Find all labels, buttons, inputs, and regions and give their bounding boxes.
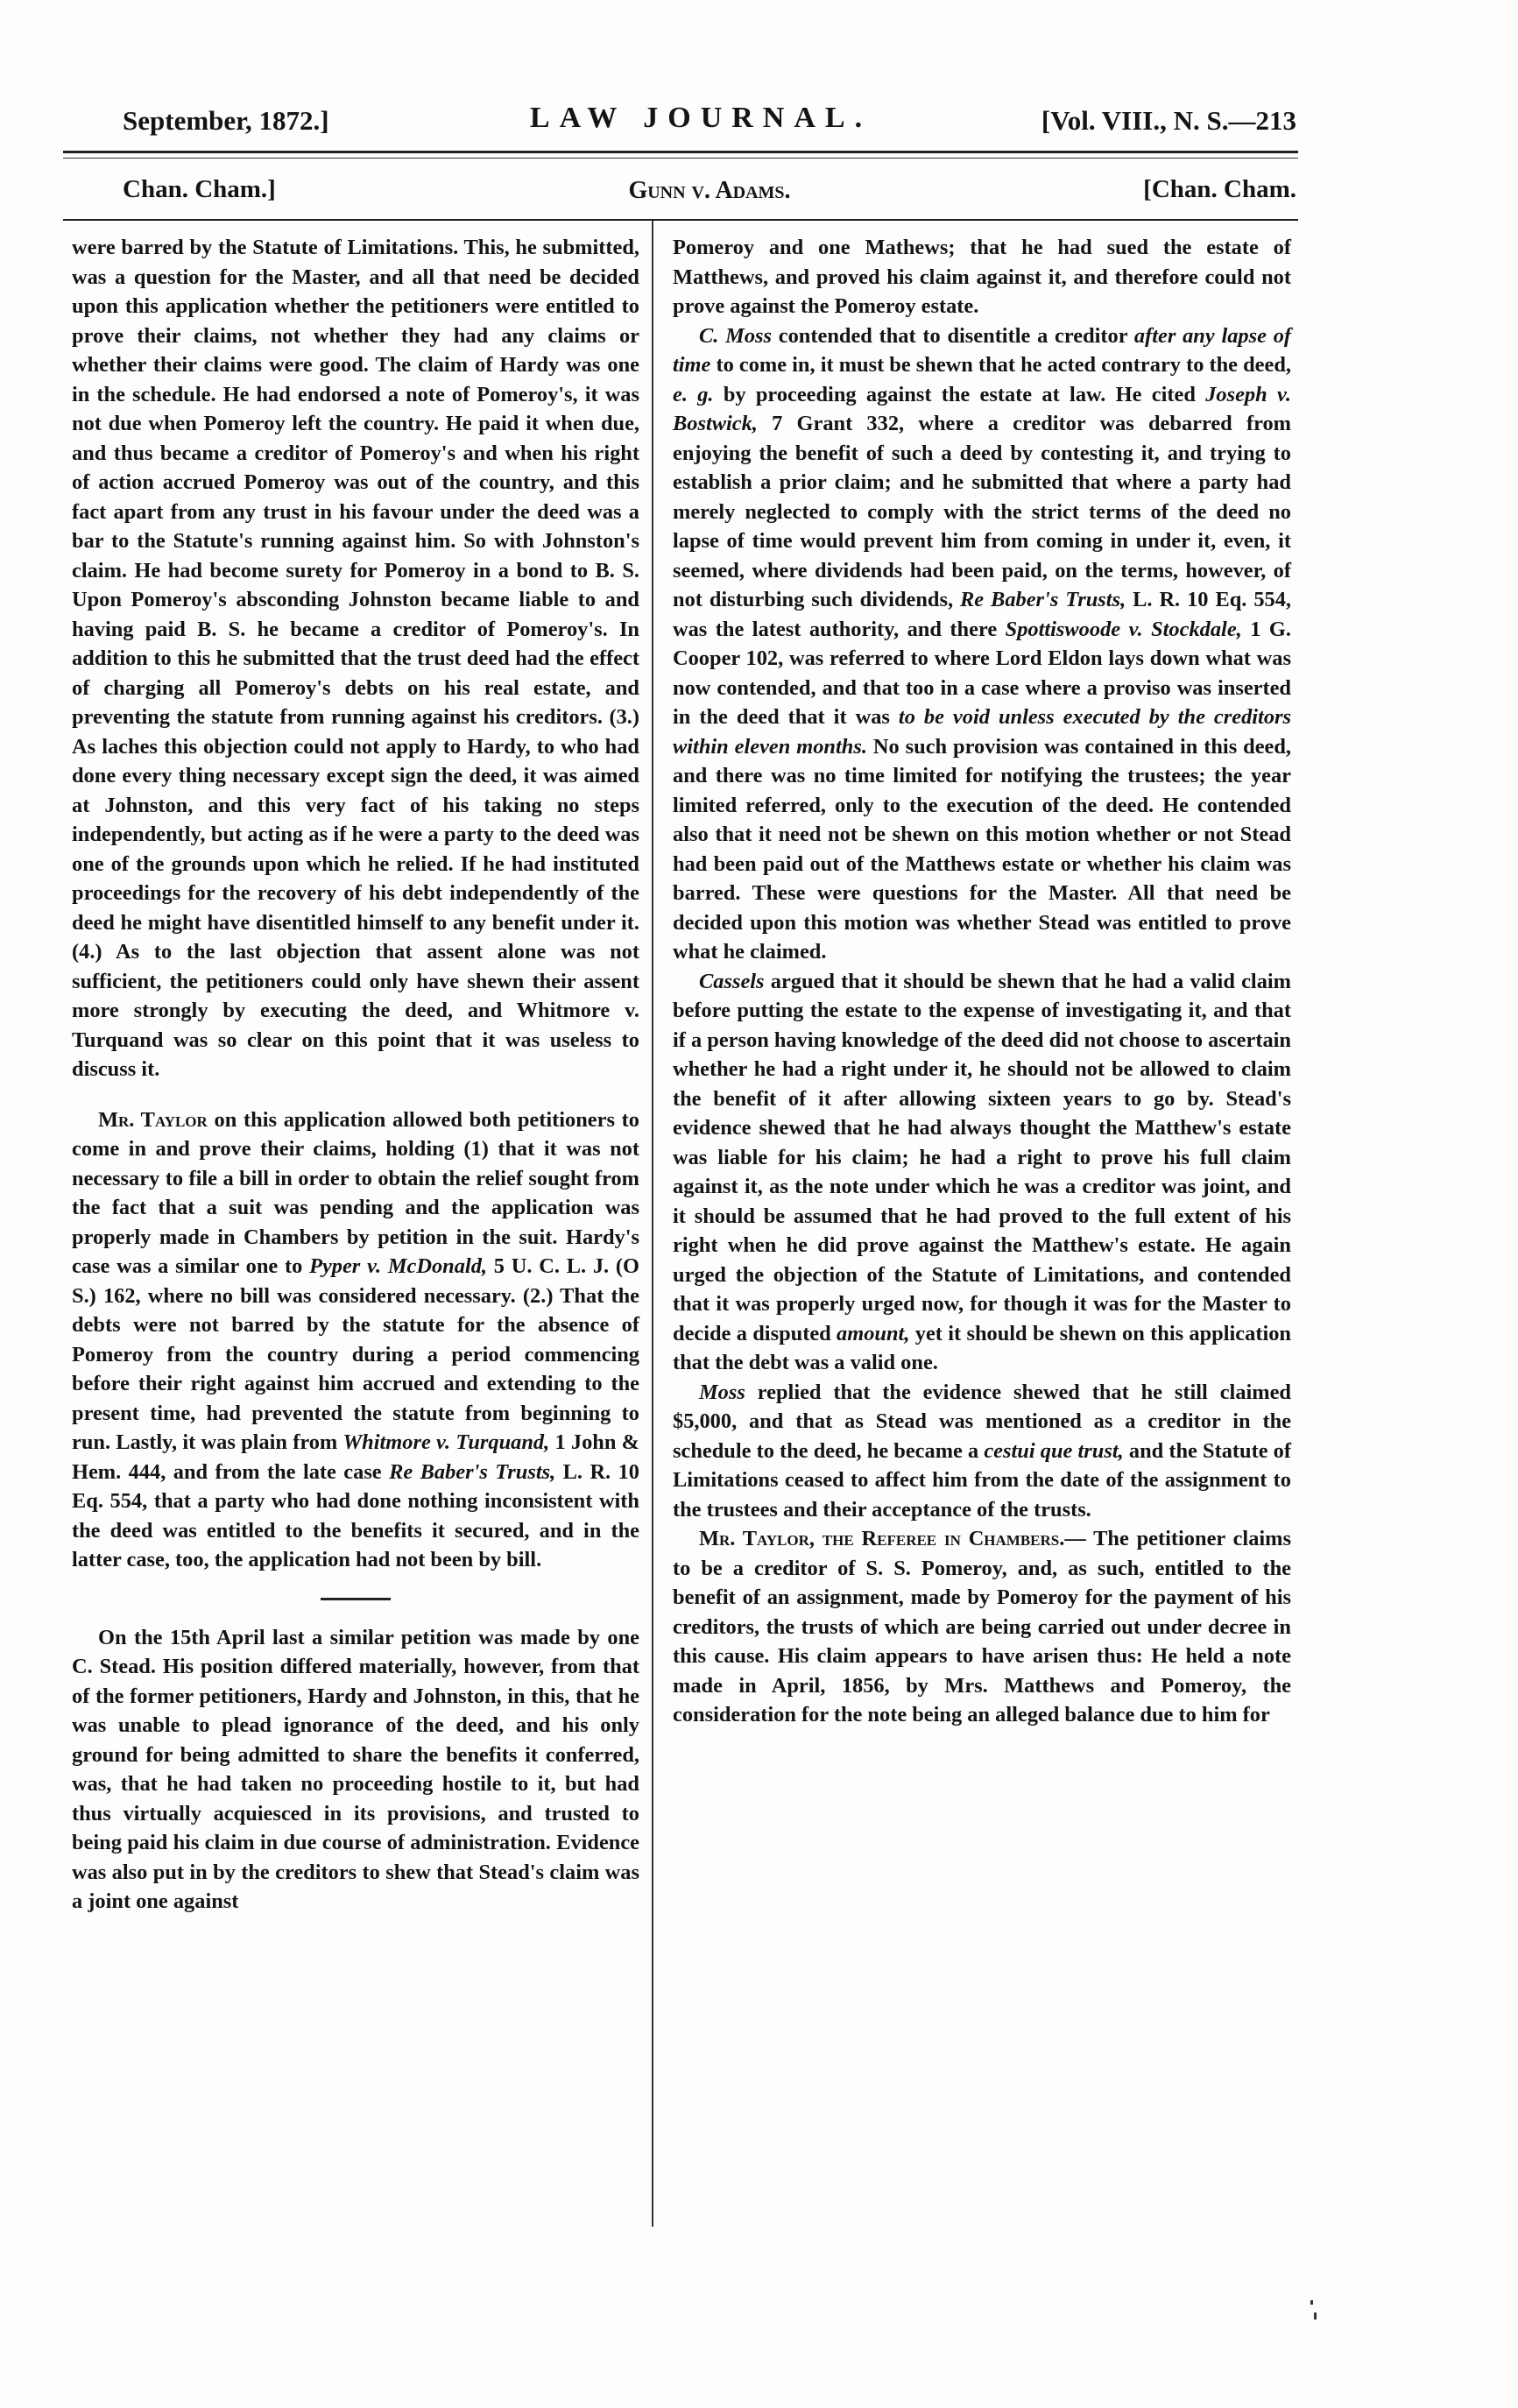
left-paragraph-1: were barred by the Statute of Limitations. This, he submitted, was a question for the Master, and all that need be decided upon this application whether the petitioners were entitled to prove their claims, not whether they had any claims or whether their claims were good. The claim of Hardy was one in the schedule. He had endorsed a note of Pomeroy's, it was not due when Pomeroy left the country. He paid it when due, and thus became a creditor of Pomeroy's and when his right of action accrued Pomeroy was out of the country, and this fact apart from any trust in his favour under the deed was a bar to the Statute's running against him. So with Johnston's claim. He had become surety for Pomeroy in a bond to B. S. Upon Pomeroy's absconding Johnston became liable to and having paid B. S. he became a creditor of Pomeroy's. In addition to this he submitted that the trust deed had the effect of charging all Pomeroy's debts on his real estate, and preventing the statute from running against his creditors. (3.) As laches this objection could not apply to Hardy, to who had done every thing necessary except sign the deed, it was aimed at Johnston, and this very fact of his taking no steps independently, but acting as if he were a party to the deed was one of the grounds upon which he relied. If he had instituted proceedings for the recovery of his debt independently of the deed he might have disentitled himself to any benefit under it. (4.) As to the last objection that assent alone was not sufficient, the petitioners could only have shewn their assent more strongly by executing the deed, and Whitmore v. Turquand was so clear on this point that it was useless to discuss it. <box>72 236 639 1081</box>
header-rule-thin <box>63 158 1298 159</box>
speaker-name: Mr. Taylor, the Referee in Chambers.— <box>699 1527 1086 1550</box>
journal-title: LAW JOURNAL. <box>529 102 872 134</box>
print-speck <box>1310 2300 1313 2305</box>
case-title: Gunn v. Adams. <box>628 177 791 204</box>
header-rule-thick <box>63 151 1298 153</box>
right-paragraph-5: Mr. Taylor, the Referee in Chambers.— The petitioner claims to be a creditor of S. S. Pomeroy, and, as such, entitled to the benefit of an assignment, made by Pomeroy for the payment of his creditors, the trusts of which are being carried out under decree in this cause. His claim appears to have arisen thus: He held a note made in April, 1856, by Mrs. Matthews and Pomeroy, the consideration for the note being an alleged balance due to him for <box>673 1527 1291 1727</box>
volume-page-number: [Vol. VIII., N. S.—213 <box>1041 105 1296 136</box>
right-paragraph-3: Cassels argued that it should be shewn that he had a valid claim before putting the estate to the expense of investigating it, and that if a person having knowledge of the deed did not choose to ascertain whether he had a right under it, he should not be allowed to claim the benefit of it after allowing sixteen years to go by. Stead's evidence shewed that he had always thought the Matthew's estate was liable for his claim; he had a right to prove his full claim against it, as the note under which he was a creditor was joint, and it should be assumed that he had proved to the full extent of his right when he did prove against the Matthew's estate. He again urged the objection of the Statute of Limitations, and contended that it was properly urged now, for though it was for the Master to decide a disputed amount, yet it should be shewn on this application that the debt was a valid one. <box>673 969 1291 1374</box>
running-head <box>123 102 1296 142</box>
right-paragraph-2: C. Moss contended that to disentitle a creditor after any lapse of time to come in, it must be shewn that he acted contrary to the deed, e. g. by proceeding against the estate at law. He cited Joseph v. Bostwick, 7 Grant 332, where a creditor was debarred from enjoying the benefit of such a deed by contesting it, and trying to establish a prior claim; and he submitted that where a party had merely neglected to comply with the strict terms of the deed no lapse of time would prevent him from coming in under it, even, it seemed, where dividends had been paid, on the terms, however, of not disturbing such dividends, Re Baber's Trusts, L. R. 10 Eq. 554, was the latest authority, and there Spottiswoode v. Stockdale, 1 G. Cooper 102, was referred to where Lord Eldon lays down what was now contended, and that too in a case where a proviso was inserted in the deed that it was to be void unless executed by the creditors within eleven months. No such provision was contained in this deed, and there was no time limited for notifying the trustees; the year limited referred, only to the execution of the deed. He contended also that it need not be shewn on this motion whether or not Stead had been paid out of the Matthews estate or whether his claim was barred. These were questions for the Master. All that need be decided upon this motion was whether Stead was entitled to prove what he claimed. <box>673 323 1292 964</box>
case-head <box>123 175 1296 210</box>
speaker-name: Cassels <box>699 969 765 993</box>
case-citation: Re Baber's Trusts, <box>389 1459 556 1484</box>
speaker-name: C. Moss <box>699 323 773 348</box>
case-citation: Whitmore v. Turquand, <box>342 1430 550 1454</box>
column-divider <box>652 221 653 2227</box>
left-column <box>72 233 639 1917</box>
print-speck <box>1314 2313 1317 2320</box>
case-citation: Joseph v. Bostwick, <box>673 382 1291 435</box>
speaker-name: Moss <box>699 1380 745 1404</box>
issue-date: September, 1872.] <box>123 105 329 136</box>
case-head-rule <box>63 219 1298 221</box>
section-separator <box>321 1598 391 1600</box>
court-right: [Chan. Cham. <box>1143 175 1296 203</box>
case-citation: Spottiswoode v. Stockdale, <box>1005 617 1242 641</box>
case-citation: Pyper v. McDonald, <box>309 1254 488 1278</box>
court-left: Chan. Cham.] <box>123 175 276 203</box>
right-paragraph-1: Pomeroy and one Mathews; that he had sued the estate of Matthews, and proved his claim against it, and therefore could not prove against the Pomeroy estate. <box>673 236 1291 318</box>
right-column <box>673 233 1291 1730</box>
left-paragraph-3: On the 15th April last a similar petition was made by one C. Stead. His position differed materially, however, from that of the former petitioners, Hardy and Johnston, in this, that he was unable to plead ignorance of the deed, and his only ground for being admitted to share the benefits it conferred, was, that he had taken no proceeding hostile to it, but had thus virtually acquiesced in its provisions, and trusted to being paid his claim in due course of administration. Evidence was also put in by the creditors to shew that Stead's claim was a joint one against <box>72 1625 639 1913</box>
speaker-name: Mr. Taylor <box>98 1107 208 1132</box>
left-paragraph-2: Mr. Taylor on this application allowed both petitioners to come in and prove their claims, holding (1) that it was not necessary to file a bill in order to obtain the relief sought from the fact that a suit was pending and the application was properly made in Chambers by petition in the suit. Hardy's case was a similar one to Pyper v. McDonald, 5 U. C. L. J. (O S.) 162, where no bill was considered necessary. (2.) That the debts were not barred by the statute for the absence of Pomeroy from the country during a period commencing before their right against him accrued and extending to the present time, had prevented the statute from beginning to run. Lastly, it was plain from Whitmore v. Turquand, 1 John & Hem. 444, and from the late case Re Baber's Trusts, L. R. 10 Eq. 554, that a party who had done nothing inconsistent with the deed was entitled to the benefits it secured, and in the latter case, too, the application had not been by bill. <box>72 1107 640 1571</box>
right-paragraph-4: Moss replied that the evidence shewed that he still claimed $5,000, and that as Stead was mentioned as a creditor in the schedule to the deed, he became a cestui que trust, and the Statute of Limitations ceased to affect him from the date of the assignment to the trustees and their acceptance of the trusts. <box>673 1380 1291 1522</box>
case-citation: Re Baber's Trusts, <box>960 588 1126 611</box>
